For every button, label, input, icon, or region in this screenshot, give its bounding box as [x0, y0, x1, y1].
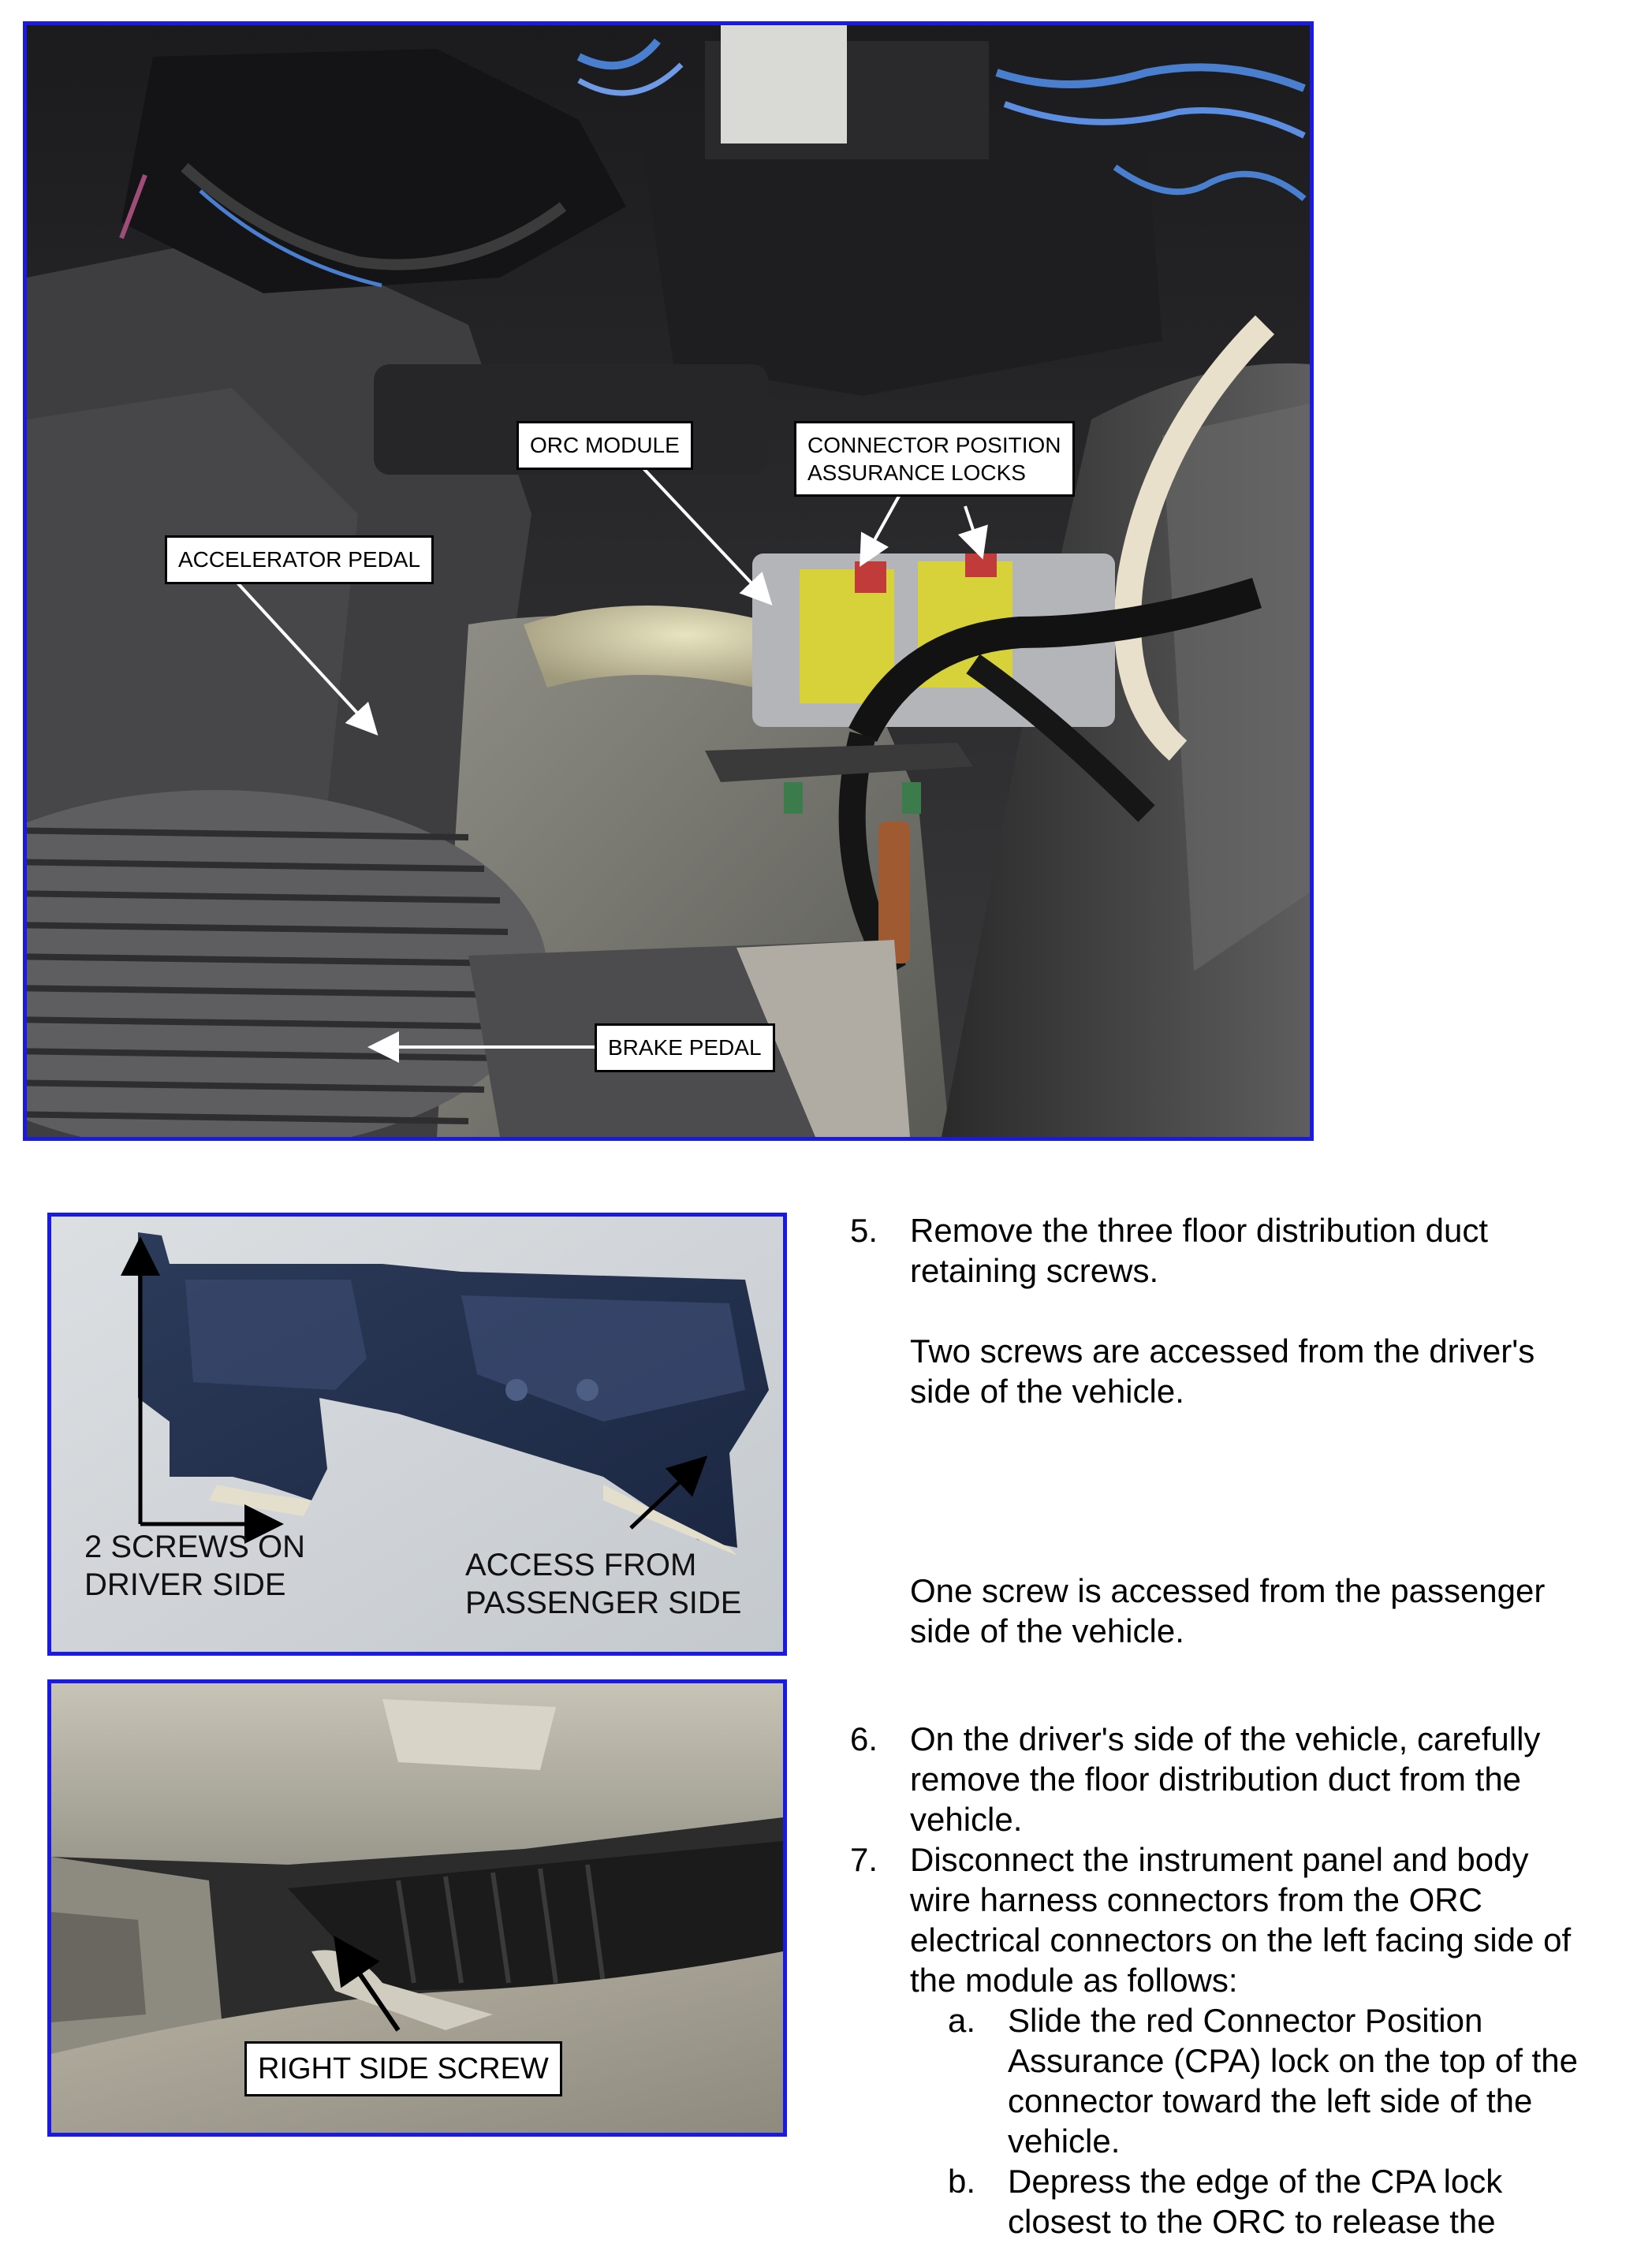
- brake-pedal-label: BRAKE PEDAL: [608, 1035, 762, 1060]
- step-7a-line3: connector toward the left side of the: [1008, 2082, 1533, 2119]
- brake-pedal-callout: [595, 1023, 775, 1072]
- driver-side-label-line2: DRIVER SIDE: [84, 1567, 286, 1602]
- passenger-side-label: [465, 1546, 741, 1622]
- step-7-line1: Disconnect the instrument panel and body: [910, 1841, 1529, 1878]
- right-screw-photo-figure: [47, 1679, 787, 2137]
- top-photo-figure: [23, 21, 1314, 1141]
- step-7b-letter: b.: [948, 2163, 976, 2200]
- step-7b-line2: closest to the ORC to release the: [1008, 2203, 1496, 2240]
- step-7a-letter: a.: [948, 2002, 976, 2039]
- step-6-number: 6.: [850, 1720, 878, 1757]
- step-5-line1: Remove the three floor distribution duct: [910, 1212, 1489, 1249]
- step-7a-line1: Slide the red Connector Position: [1008, 2002, 1483, 2039]
- driver-side-label-line1: 2 SCREWS ON: [84, 1530, 306, 1564]
- orc-module-label: ORC MODULE: [530, 433, 680, 457]
- step-5-line2: retaining screws.: [910, 1252, 1159, 1289]
- cpa-locks-label-line1: CONNECTOR POSITION: [807, 433, 1061, 457]
- step-7-line2: wire harness connectors from the ORC: [910, 1881, 1482, 1918]
- cpa-locks-callout: [794, 421, 1075, 497]
- step-7a-line2: Assurance (CPA) lock on the top of the: [1008, 2042, 1578, 2079]
- step-7-line4: the module as follows:: [910, 1962, 1238, 1999]
- step-6-line2: remove the floor distribution duct from the: [910, 1761, 1522, 1798]
- step-5-number: 5.: [850, 1212, 878, 1249]
- duct-photo-figure: [47, 1213, 787, 1656]
- step-5-passenger-line2: side of the vehicle.: [910, 1612, 1184, 1649]
- passenger-side-label-line1: ACCESS FROM: [465, 1548, 697, 1582]
- step-5-driver-line2: side of the vehicle.: [910, 1373, 1184, 1410]
- step-5-driver-line1: Two screws are accessed from the driver's: [910, 1332, 1535, 1370]
- step-7b-line1: Depress the edge of the CPA lock: [1008, 2163, 1503, 2200]
- step-7a-line4: vehicle.: [1008, 2122, 1121, 2160]
- step-6-line3: vehicle.: [910, 1801, 1023, 1838]
- accelerator-pedal-callout: [165, 535, 434, 584]
- accelerator-pedal-label: ACCELERATOR PEDAL: [178, 547, 421, 572]
- step-5-passenger-line1: One screw is accessed from the passenger: [910, 1572, 1546, 1609]
- step-6-line1: On the driver's side of the vehicle, carefully: [910, 1720, 1541, 1757]
- driver-side-label: [84, 1528, 305, 1604]
- step-7-line3: electrical connectors on the left facing side of: [910, 1921, 1572, 1958]
- right-side-screw-label: RIGHT SIDE SCREW: [258, 2052, 549, 2085]
- step-7-number: 7.: [850, 1841, 878, 1878]
- passenger-side-label-line2: PASSENGER SIDE: [465, 1586, 742, 1620]
- cpa-locks-label-line2: ASSURANCE LOCKS: [807, 460, 1026, 485]
- orc-module-callout: [516, 421, 693, 470]
- right-side-screw-callout: [244, 2041, 562, 2096]
